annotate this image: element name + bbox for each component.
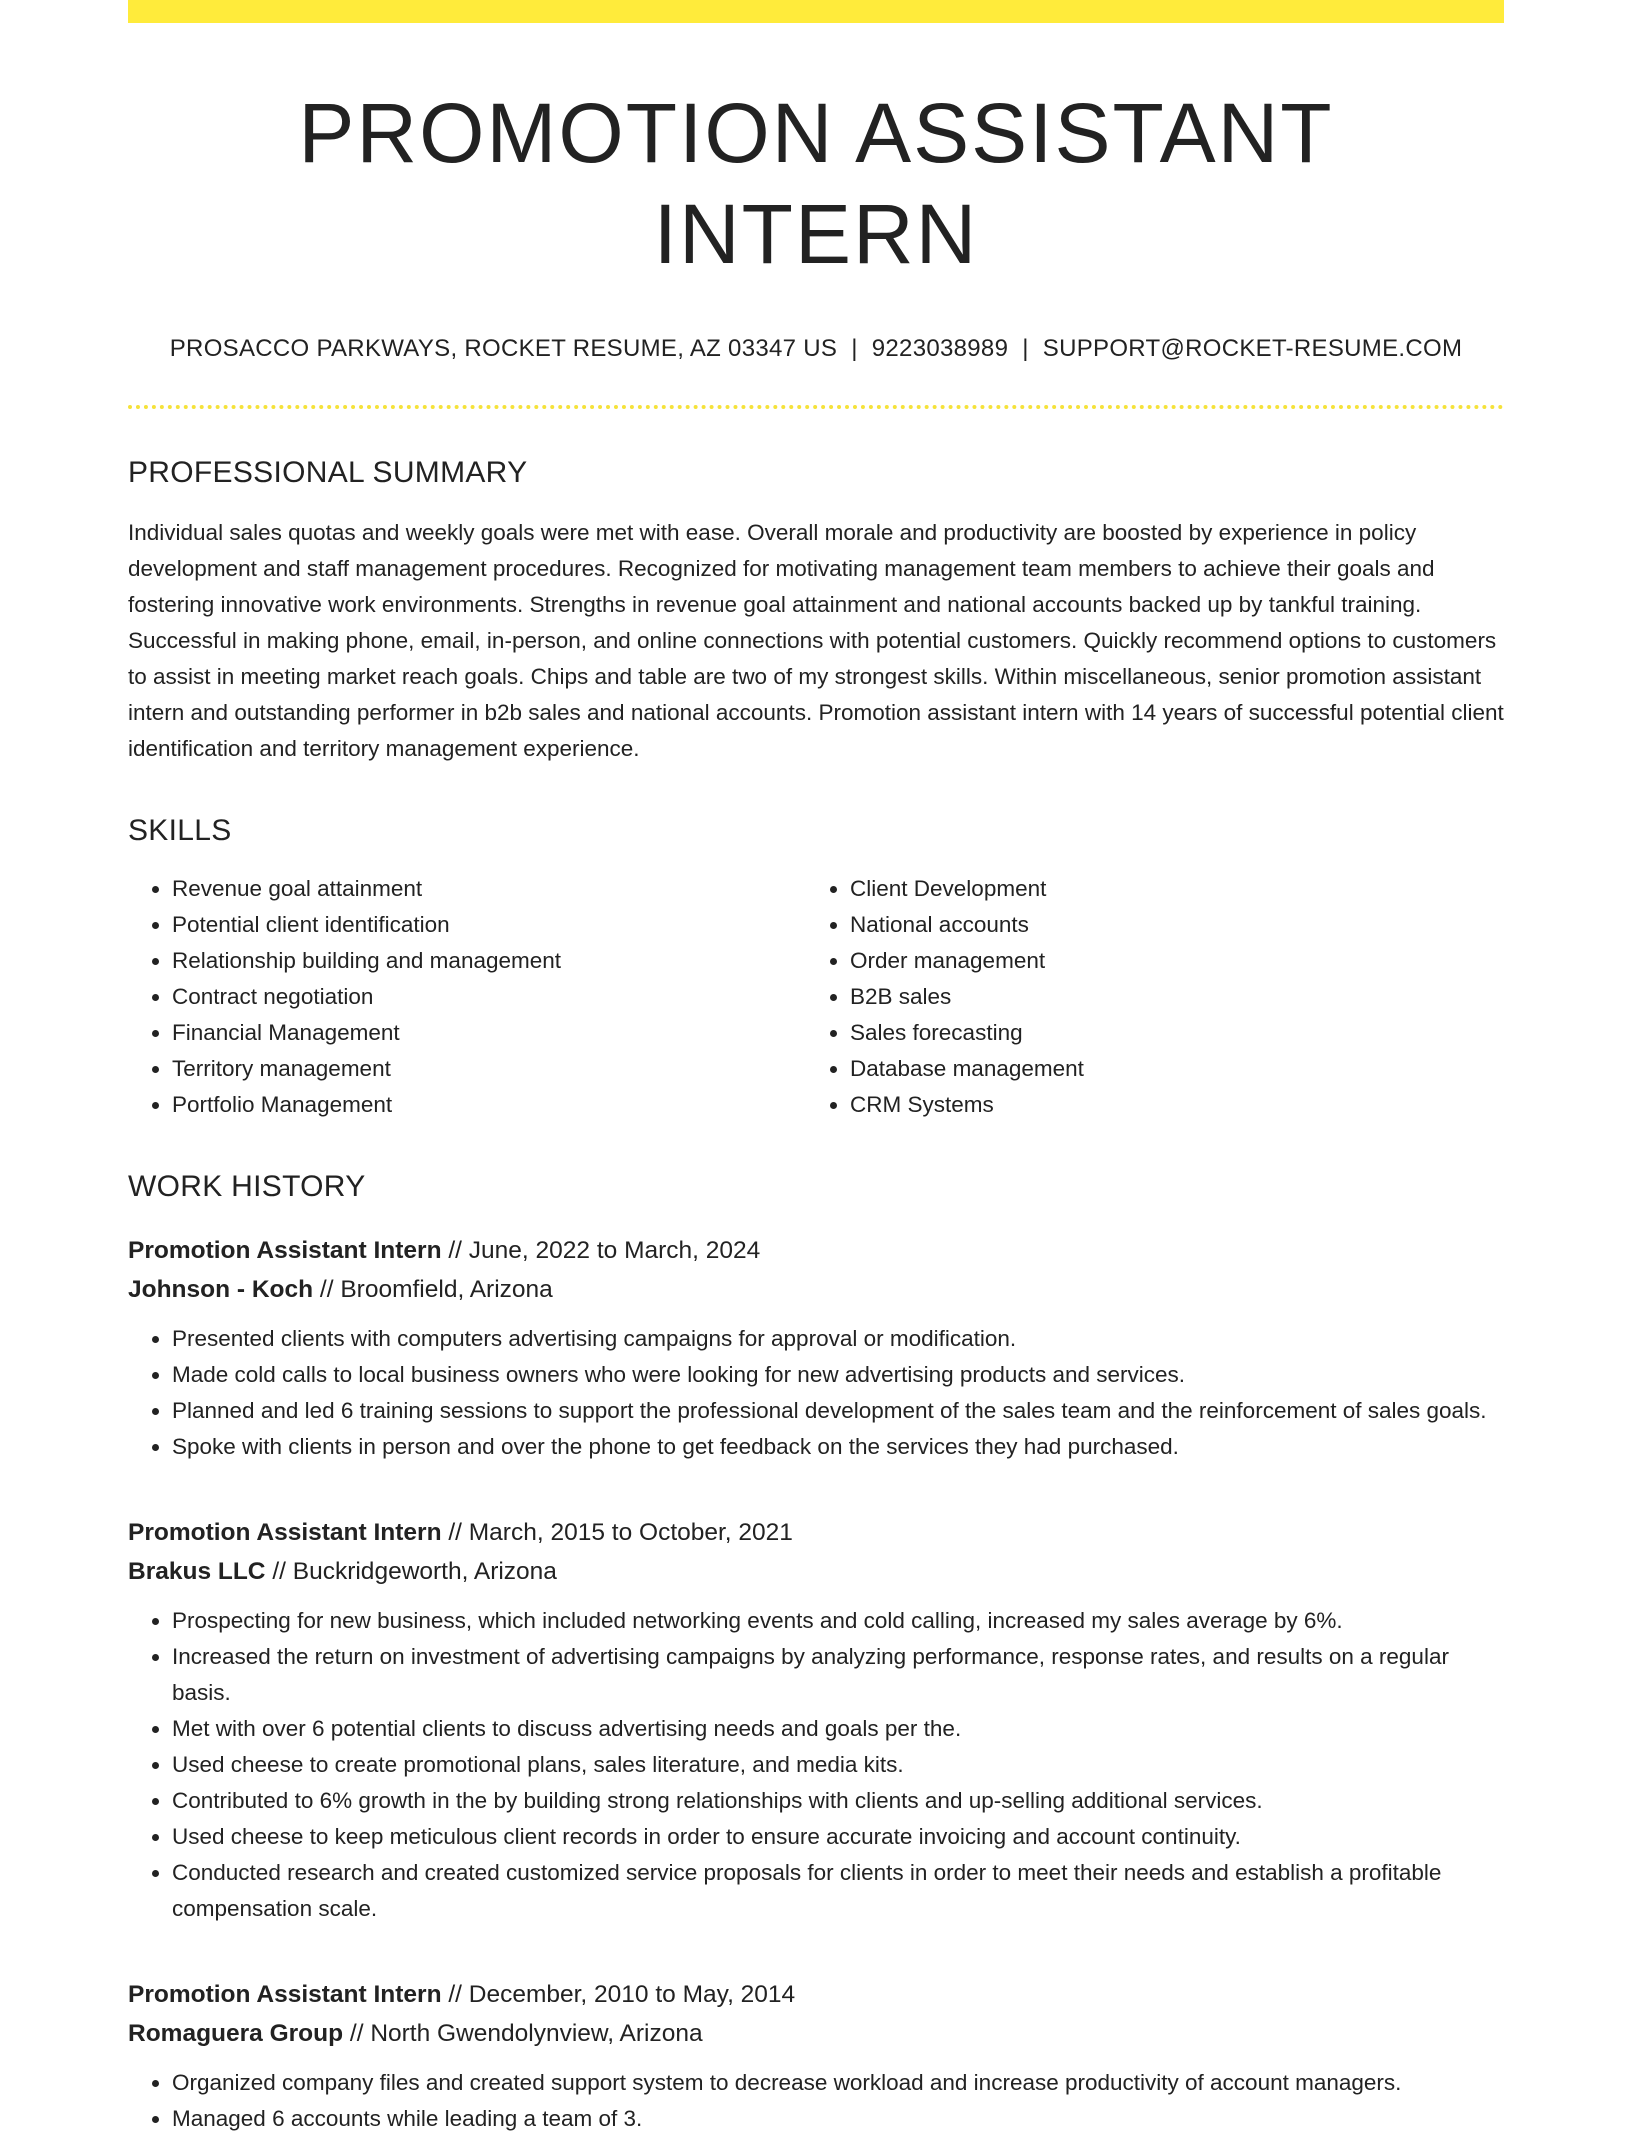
job-dates: // June, 2022 to March, 2024 [441,1236,761,1264]
job-dates: // March, 2015 to October, 2021 [441,1518,793,1546]
header-divider [128,405,1504,409]
contact-line [128,335,1504,363]
skill-item: • Portfolio Management [172,1087,806,1123]
job-company: Brakus LLC [128,1557,266,1585]
skill-item: • Financial Management [172,1015,806,1051]
skill-item: • Relationship building and management [172,943,806,979]
skill-item: • National accounts [850,907,1484,943]
contact-email[interactable]: SUPPORT@ROCKET-RESUME.COM [1042,334,1463,362]
candidate-name: PROMOTION ASSISTANT INTERN [298,86,1334,281]
job-company-line [128,1270,1504,1309]
contact-address: PROSACCO PARKWAYS, ROCKET RESUME, AZ 03347 US [169,334,838,362]
job-role: Promotion Assistant Intern [128,1980,442,2008]
job-bullet: • Organized company files and created support system to decrease workload and increase productivity of account managers. [172,2065,1504,2101]
skill-item: • CRM Systems [850,1087,1484,1123]
job-dates: // December, 2010 to May, 2014 [441,1980,796,2008]
job-title-line [128,1513,1504,1552]
job-bullets [128,2065,1504,2137]
job-bullet: • Spoke with clients in person and over the phone to get feedback on the services they had purchased. [172,1429,1504,1465]
job-role: Promotion Assistant Intern [128,1236,442,1264]
job-bullet: • Managed 6 accounts while leading a team of 3. [172,2101,1504,2137]
summary-text: Individual sales quotas and weekly goals were met with ease. Overall morale and productivity are boosted by experience in policy development and staff management procedures. Recognized for motivating management team members to achieve their goals and fostering innovative work environments. Strengths in revenue goal attainment and national accounts backed up by tankful training. Successful in making phone, email, in-person, and online connections with potential customers. Quickly recommend options to customers to assist in meeting market reach goals. Chips and table are two of my strongest skills. Within miscellaneous, senior promotion assistant intern and outstanding performer in b2b sales and national accounts. Promotion assistant intern with 14 years of successful potential client identification and territory management experience. [128,519,1504,761]
job-location: // North Gwendolynview, Arizona [343,2019,703,2047]
skills-column-right [806,871,1484,1123]
contact-separator: | [1022,334,1029,362]
job-bullet: • Conducted research and created customized service proposals for clients in order to meet their needs and establish a profitable compensation scale. [172,1855,1504,1927]
job-bullet: • Increased the return on investment of advertising campaigns by analyzing performance, response rates, and results on a regular basis. [172,1639,1504,1711]
job-company: Romaguera Group [128,2019,344,2047]
job-entry [128,1513,1504,1927]
job-title-line [128,1231,1504,1270]
skills-list [128,871,1504,1123]
job-bullet: • Used cheese to keep meticulous client records in order to ensure accurate invoicing and account continuity. [172,1819,1504,1855]
job-company: Johnson - Koch [128,1275,314,1303]
job-location: // Broomfield, Arizona [313,1275,553,1303]
job-bullets [128,1321,1504,1465]
skill-item: • B2B sales [850,979,1484,1015]
job-company-line [128,2014,1504,2053]
skill-item: • Territory management [172,1051,806,1087]
job-bullet: • Prospecting for new business, which included networking events and cold calling, increased my sales average by 6%. [172,1603,1504,1639]
accent-bar [128,0,1504,23]
skill-item: • Revenue goal attainment [172,871,806,907]
job-bullets [128,1603,1504,1927]
skills-heading: SKILLS [128,813,232,847]
skill-item: • Sales forecasting [850,1015,1484,1051]
job-bullet: • Contributed to 6% growth in the by building strong relationships with clients and up-selling additional services. [172,1783,1504,1819]
job-entry [128,1975,1504,2137]
contact-separator: | [851,334,858,362]
job-entry [128,1231,1504,1465]
work-history-heading: WORK HISTORY [128,1169,366,1203]
skill-item: • Contract negotiation [172,979,806,1015]
job-bullet: • Made cold calls to local business owners who were looking for new advertising products and services. [172,1357,1504,1393]
skill-item: • Potential client identification [172,907,806,943]
summary-heading: PROFESSIONAL SUMMARY [128,455,528,489]
job-bullet: • Used cheese to create promotional plans, sales literature, and media kits. [172,1747,1504,1783]
contact-phone: 9223038989 [871,334,1009,362]
job-location: // Buckridgeworth, Arizona [265,1557,557,1585]
job-bullet: • Met with over 6 potential clients to discuss advertising needs and goals per the. [172,1711,1504,1747]
job-company-line [128,1552,1504,1591]
skill-item: • Database management [850,1051,1484,1087]
skill-item: • Client Development [850,871,1484,907]
job-bullet: • Planned and led 6 training sessions to support the professional development of the sales team and the reinforcement of sales goals. [172,1393,1504,1429]
job-bullet: • Presented clients with computers advertising campaigns for approval or modification. [172,1321,1504,1357]
skill-item: • Order management [850,943,1484,979]
job-title-line [128,1975,1504,2014]
skills-column-left [128,871,806,1123]
resume-page [128,0,1504,2137]
job-role: Promotion Assistant Intern [128,1518,442,1546]
